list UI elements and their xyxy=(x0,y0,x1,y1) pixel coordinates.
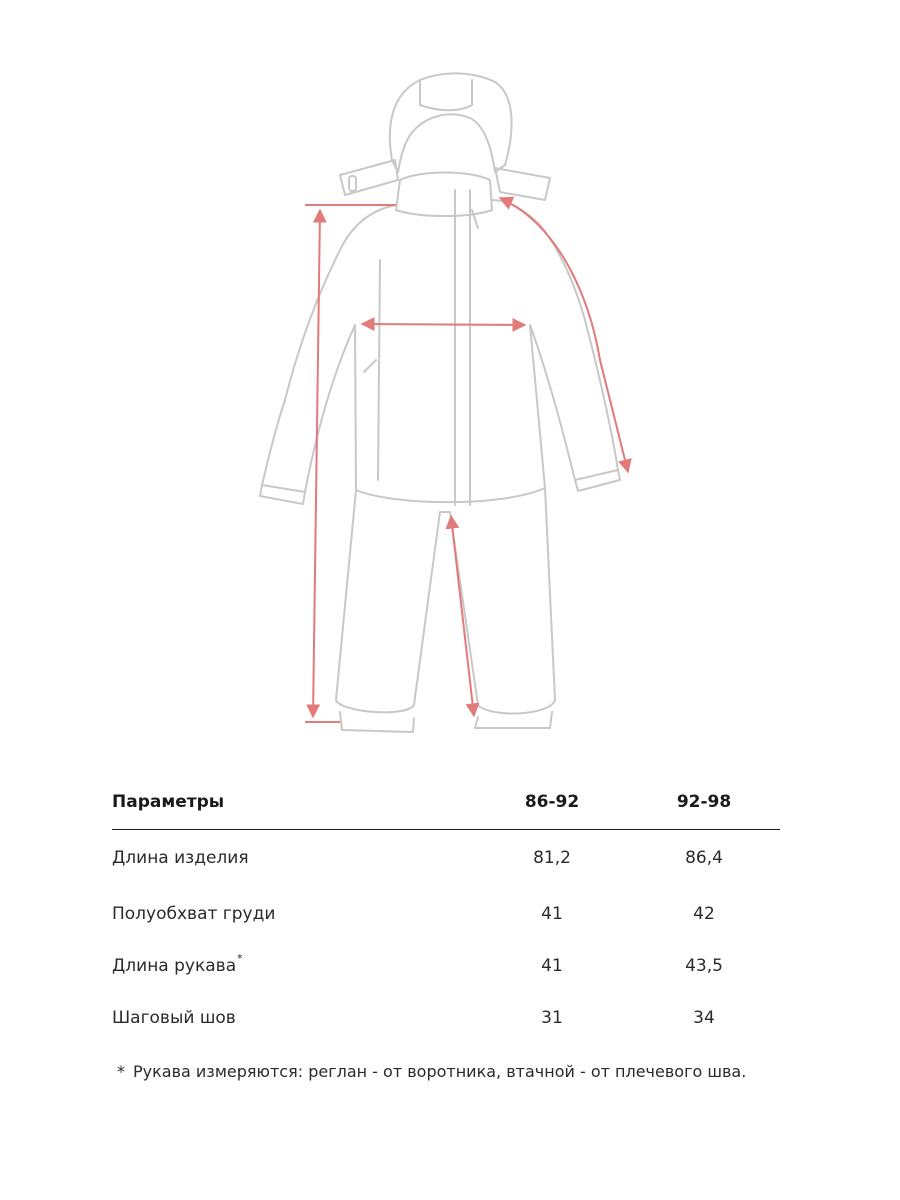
hood-outline xyxy=(390,73,512,172)
pocket-left xyxy=(364,260,380,480)
table-header-row: Параметры 86-92 92-98 xyxy=(112,785,780,830)
hood-tab-button-left xyxy=(349,176,356,191)
pant-cuff-left xyxy=(340,712,414,732)
hood-top-panel xyxy=(420,80,472,110)
row-label: Длина рукава* xyxy=(112,952,243,976)
length-arrow xyxy=(313,210,320,717)
center-zipper xyxy=(455,190,470,505)
table-row: Шаговый шов 31 34 xyxy=(112,1008,715,1028)
footnote-marker: * xyxy=(237,952,243,965)
row-label: Полуобхват груди xyxy=(112,904,276,924)
pants xyxy=(336,488,555,714)
table-row: Полуобхват груди 41 42 xyxy=(112,904,715,924)
size-table xyxy=(112,785,780,1038)
collar xyxy=(396,173,492,217)
measurement-arrows xyxy=(305,198,628,722)
table-row: Длина рукава* 41 43,5 xyxy=(112,952,723,976)
row-label: Длина изделия xyxy=(112,848,249,868)
header-parameters: Параметры xyxy=(112,792,225,812)
hood-tab-right xyxy=(495,168,550,200)
jacket-body xyxy=(262,200,618,502)
footnote xyxy=(117,1062,746,1081)
footnote-text: Рукава измеряются: реглан - от воротника, втачной - от плечевого шва. xyxy=(133,1062,747,1081)
sleeve-cuff-right xyxy=(575,470,620,491)
row-label: Шаговый шов xyxy=(112,1008,236,1028)
inseam-arrow xyxy=(451,516,474,716)
table-row: Длина изделия 81,2 86,4 xyxy=(112,848,723,868)
footnote-star: * xyxy=(117,1062,125,1081)
chest-arrow xyxy=(362,324,525,325)
zipper-pull xyxy=(472,210,478,228)
sleeve-arrow xyxy=(500,198,628,472)
